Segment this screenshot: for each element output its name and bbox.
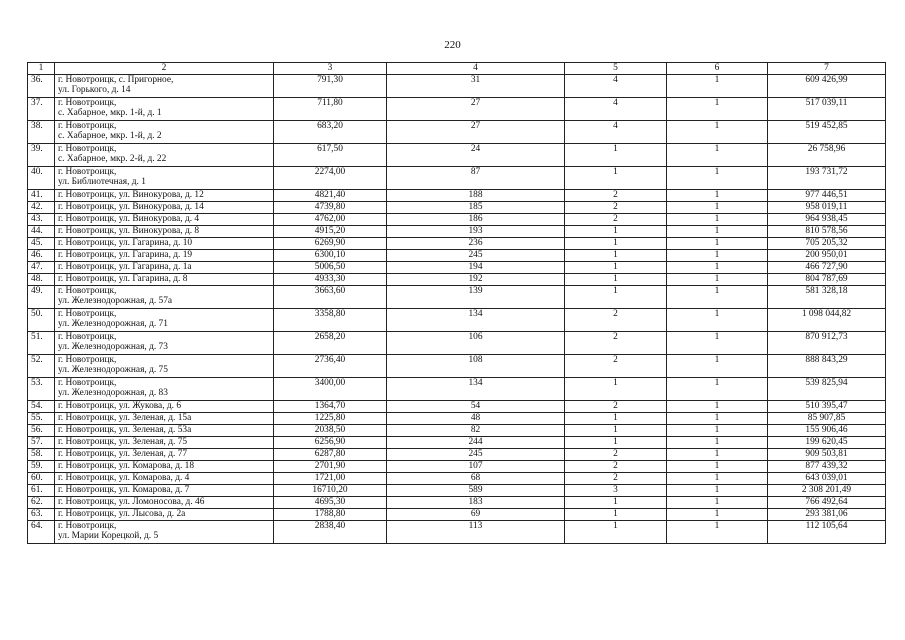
column-6-cell: 1 xyxy=(667,496,768,508)
row-number-cell: 36. xyxy=(28,74,55,97)
area-cell: 4695,30 xyxy=(274,496,387,508)
row-number-cell: 40. xyxy=(28,166,55,189)
table-row xyxy=(28,484,886,496)
column-5-cell: 1 xyxy=(565,424,667,436)
column-4-cell: 68 xyxy=(387,472,565,484)
row-number-cell: 51. xyxy=(28,331,55,354)
table-row xyxy=(28,74,886,97)
row-number-cell: 38. xyxy=(28,120,55,143)
column-6-cell: 1 xyxy=(667,472,768,484)
row-number-cell: 60. xyxy=(28,472,55,484)
address-line: ул. Библиотечная, д. 1 xyxy=(58,177,146,188)
area-cell: 2701,90 xyxy=(274,460,387,472)
area-cell: 1364,70 xyxy=(274,400,387,412)
address-cell xyxy=(55,97,274,120)
address-line: г. Новотроицк, ул. Зеленая, д. 75 xyxy=(58,436,188,447)
column-4-cell: 589 xyxy=(387,484,565,496)
column-6-cell: 1 xyxy=(667,249,768,261)
address-cell xyxy=(55,143,274,166)
area-cell: 4933,30 xyxy=(274,273,387,285)
column-6-cell: 1 xyxy=(667,237,768,249)
table-row xyxy=(28,189,886,201)
table-row xyxy=(28,331,886,354)
address-line: ул. Железнодорожная, д. 57а xyxy=(58,296,173,307)
column-header: 2 xyxy=(55,63,274,75)
column-5-cell: 1 xyxy=(565,436,667,448)
column-7-cell: 517 039,11 xyxy=(768,97,886,120)
address-line: с. Хабарное, мкр. 1-й, д. 2 xyxy=(58,131,162,142)
row-number-cell: 45. xyxy=(28,237,55,249)
row-number-cell: 44. xyxy=(28,225,55,237)
area-cell: 683,20 xyxy=(274,120,387,143)
column-4-cell: 186 xyxy=(387,213,565,225)
table-row xyxy=(28,97,886,120)
column-5-cell: 2 xyxy=(565,460,667,472)
area-cell: 4762,00 xyxy=(274,213,387,225)
column-6-cell: 1 xyxy=(667,436,768,448)
table-row xyxy=(28,225,886,237)
row-number-cell: 54. xyxy=(28,400,55,412)
row-number-cell: 43. xyxy=(28,213,55,225)
column-6-cell: 1 xyxy=(667,520,768,543)
column-header: 5 xyxy=(565,63,667,75)
column-4-cell: 31 xyxy=(387,74,565,97)
column-5-cell: 1 xyxy=(565,412,667,424)
area-cell: 1721,00 xyxy=(274,472,387,484)
address-cell xyxy=(55,354,274,377)
address-line: ул. Железнодорожная, д. 75 xyxy=(58,365,168,376)
column-4-cell: 193 xyxy=(387,225,565,237)
area-cell: 4739,80 xyxy=(274,201,387,213)
address-line: г. Новотроицк, xyxy=(58,354,117,365)
address-cell xyxy=(55,189,274,201)
column-6-cell: 1 xyxy=(667,484,768,496)
column-4-cell: 188 xyxy=(387,189,565,201)
address-cell xyxy=(55,120,274,143)
area-cell: 2838,40 xyxy=(274,520,387,543)
column-5-cell: 1 xyxy=(565,261,667,273)
column-header: 3 xyxy=(274,63,387,75)
column-7-cell: 964 938,45 xyxy=(768,213,886,225)
column-6-cell: 1 xyxy=(667,213,768,225)
column-7-cell: 1 098 044,82 xyxy=(768,308,886,331)
column-5-cell: 1 xyxy=(565,249,667,261)
address-cell xyxy=(55,249,274,261)
address-line: г. Новотроицк, ул. Винокурова, д. 4 xyxy=(58,213,200,224)
address-line: г. Новотроицк, xyxy=(58,331,117,342)
address-line: ул. Железнодорожная, д. 73 xyxy=(58,342,168,353)
column-7-cell: 539 825,94 xyxy=(768,377,886,400)
area-cell: 6256,90 xyxy=(274,436,387,448)
address-line: ул. Железнодорожная, д. 71 xyxy=(58,319,168,330)
column-4-cell: 192 xyxy=(387,273,565,285)
address-cell xyxy=(55,400,274,412)
column-7-cell: 112 105,64 xyxy=(768,520,886,543)
column-5-cell: 4 xyxy=(565,74,667,97)
address-line: г. Новотроицк, ул. Жукова, д. 6 xyxy=(58,400,182,411)
address-cell xyxy=(55,74,274,97)
column-5-cell: 1 xyxy=(565,496,667,508)
address-line: г. Новотроицк, с. Пригорное, xyxy=(58,74,174,85)
address-cell xyxy=(55,261,274,273)
column-6-cell: 1 xyxy=(667,201,768,213)
table-row xyxy=(28,377,886,400)
address-line: г. Новотроицк, ул. Гагарина, д. 8 xyxy=(58,273,188,284)
column-4-cell: 245 xyxy=(387,249,565,261)
column-6-cell: 1 xyxy=(667,225,768,237)
column-7-cell: 804 787,69 xyxy=(768,273,886,285)
column-6-cell: 1 xyxy=(667,74,768,97)
area-cell: 2274,00 xyxy=(274,166,387,189)
column-4-cell: 185 xyxy=(387,201,565,213)
address-cell xyxy=(55,448,274,460)
address-line: г. Новотроицк, ул. Зеленая, д. 77 xyxy=(58,448,188,459)
address-line: г. Новотроицк, xyxy=(58,520,117,531)
column-5-cell: 4 xyxy=(565,97,667,120)
column-7-cell: 977 446,51 xyxy=(768,189,886,201)
table-row xyxy=(28,448,886,460)
row-number-cell: 64. xyxy=(28,520,55,543)
row-number-cell: 59. xyxy=(28,460,55,472)
row-number-cell: 56. xyxy=(28,424,55,436)
column-6-cell: 1 xyxy=(667,400,768,412)
table-row xyxy=(28,120,886,143)
column-5-cell: 2 xyxy=(565,201,667,213)
area-cell: 4915,20 xyxy=(274,225,387,237)
column-4-cell: 27 xyxy=(387,120,565,143)
column-6-cell: 1 xyxy=(667,285,768,308)
column-6-cell: 1 xyxy=(667,189,768,201)
column-4-cell: 236 xyxy=(387,237,565,249)
address-cell xyxy=(55,412,274,424)
address-cell xyxy=(55,520,274,543)
address-line: г. Новотроицк, ул. Винокурова, д. 12 xyxy=(58,189,204,200)
row-number-cell: 42. xyxy=(28,201,55,213)
address-line: с. Хабарное, мкр. 1-й, д. 1 xyxy=(58,108,162,119)
column-7-cell: 199 620,45 xyxy=(768,436,886,448)
column-4-cell: 245 xyxy=(387,448,565,460)
column-5-cell: 2 xyxy=(565,354,667,377)
column-4-cell: 139 xyxy=(387,285,565,308)
address-line: г. Новотроицк, ул. Лысова, д. 2а xyxy=(58,508,186,519)
area-cell: 1788,80 xyxy=(274,508,387,520)
column-5-cell: 1 xyxy=(565,377,667,400)
address-line: ул. Марии Корецкой, д. 5 xyxy=(58,531,159,542)
column-4-cell: 82 xyxy=(387,424,565,436)
table-row xyxy=(28,520,886,543)
area-cell: 2736,40 xyxy=(274,354,387,377)
address-line: ул. Горького, д. 14 xyxy=(58,85,131,96)
column-6-cell: 1 xyxy=(667,354,768,377)
column-4-cell: 69 xyxy=(387,508,565,520)
table-row xyxy=(28,261,886,273)
header-row xyxy=(28,63,886,75)
address-cell xyxy=(55,484,274,496)
table-row xyxy=(28,508,886,520)
address-cell xyxy=(55,331,274,354)
address-line: г. Новотроицк, xyxy=(58,166,117,177)
column-6-cell: 1 xyxy=(667,120,768,143)
address-line: с. Хабарное, мкр. 2-й, д. 22 xyxy=(58,154,167,165)
row-number-cell: 46. xyxy=(28,249,55,261)
area-cell: 1225,80 xyxy=(274,412,387,424)
column-4-cell: 134 xyxy=(387,308,565,331)
table-row xyxy=(28,496,886,508)
address-line: г. Новотроицк, ул. Комарова, д. 18 xyxy=(58,460,195,471)
address-line: ул. Железнодорожная, д. 83 xyxy=(58,388,168,399)
column-5-cell: 2 xyxy=(565,331,667,354)
column-6-cell: 1 xyxy=(667,460,768,472)
address-cell xyxy=(55,472,274,484)
table-row xyxy=(28,237,886,249)
column-7-cell: 870 912,73 xyxy=(768,331,886,354)
column-5-cell: 2 xyxy=(565,448,667,460)
column-4-cell: 244 xyxy=(387,436,565,448)
address-line: г. Новотроицк, xyxy=(58,308,117,319)
address-cell xyxy=(55,460,274,472)
column-header: 1 xyxy=(28,63,55,75)
address-line: г. Новотроицк, xyxy=(58,285,117,296)
column-5-cell: 1 xyxy=(565,285,667,308)
area-cell: 617,50 xyxy=(274,143,387,166)
address-line: г. Новотроицк, xyxy=(58,377,117,388)
row-number-cell: 52. xyxy=(28,354,55,377)
address-cell xyxy=(55,496,274,508)
column-6-cell: 1 xyxy=(667,448,768,460)
table-row xyxy=(28,213,886,225)
table-row xyxy=(28,472,886,484)
column-4-cell: 54 xyxy=(387,400,565,412)
column-4-cell: 113 xyxy=(387,520,565,543)
column-6-cell: 1 xyxy=(667,273,768,285)
column-5-cell: 2 xyxy=(565,189,667,201)
column-header: 7 xyxy=(768,63,886,75)
table-row xyxy=(28,143,886,166)
column-6-cell: 1 xyxy=(667,143,768,166)
table-row xyxy=(28,424,886,436)
area-cell: 16710,20 xyxy=(274,484,387,496)
column-7-cell: 510 395,47 xyxy=(768,400,886,412)
column-4-cell: 183 xyxy=(387,496,565,508)
area-cell: 5006,50 xyxy=(274,261,387,273)
address-cell xyxy=(55,436,274,448)
column-7-cell: 2 308 201,49 xyxy=(768,484,886,496)
column-6-cell: 1 xyxy=(667,377,768,400)
column-5-cell: 1 xyxy=(565,166,667,189)
row-number-cell: 58. xyxy=(28,448,55,460)
column-6-cell: 1 xyxy=(667,331,768,354)
column-5-cell: 2 xyxy=(565,400,667,412)
column-7-cell: 85 907,85 xyxy=(768,412,886,424)
column-5-cell: 1 xyxy=(565,520,667,543)
address-cell xyxy=(55,424,274,436)
address-cell xyxy=(55,377,274,400)
address-line: г. Новотроицк, xyxy=(58,120,117,131)
table-row xyxy=(28,412,886,424)
table-row xyxy=(28,354,886,377)
column-4-cell: 107 xyxy=(387,460,565,472)
column-7-cell: 888 843,29 xyxy=(768,354,886,377)
row-number-cell: 62. xyxy=(28,496,55,508)
row-number-cell: 53. xyxy=(28,377,55,400)
address-line: г. Новотроицк, ул. Комарова, д. 7 xyxy=(58,484,190,495)
area-cell: 3358,80 xyxy=(274,308,387,331)
address-line: г. Новотроицк, ул. Винокурова, д. 14 xyxy=(58,201,204,212)
column-4-cell: 24 xyxy=(387,143,565,166)
address-cell xyxy=(55,237,274,249)
area-cell: 3663,60 xyxy=(274,285,387,308)
table-row xyxy=(28,249,886,261)
table-row xyxy=(28,400,886,412)
column-4-cell: 27 xyxy=(387,97,565,120)
area-cell: 2658,20 xyxy=(274,331,387,354)
row-number-cell: 63. xyxy=(28,508,55,520)
column-4-cell: 87 xyxy=(387,166,565,189)
address-cell xyxy=(55,225,274,237)
column-7-cell: 155 906,46 xyxy=(768,424,886,436)
column-5-cell: 2 xyxy=(565,472,667,484)
column-7-cell: 705 205,32 xyxy=(768,237,886,249)
column-4-cell: 194 xyxy=(387,261,565,273)
column-7-cell: 958 019,11 xyxy=(768,201,886,213)
address-cell xyxy=(55,308,274,331)
column-7-cell: 519 452,85 xyxy=(768,120,886,143)
column-7-cell: 26 758,96 xyxy=(768,143,886,166)
row-number-cell: 61. xyxy=(28,484,55,496)
row-number-cell: 39. xyxy=(28,143,55,166)
table-row xyxy=(28,285,886,308)
column-7-cell: 643 039,01 xyxy=(768,472,886,484)
column-6-cell: 1 xyxy=(667,508,768,520)
column-7-cell: 581 328,18 xyxy=(768,285,886,308)
row-number-cell: 55. xyxy=(28,412,55,424)
address-line: г. Новотроицк, ул. Гагарина, д. 10 xyxy=(58,237,193,248)
table-row xyxy=(28,460,886,472)
column-6-cell: 1 xyxy=(667,412,768,424)
area-cell: 711,80 xyxy=(274,97,387,120)
address-cell xyxy=(55,508,274,520)
column-5-cell: 2 xyxy=(565,213,667,225)
column-6-cell: 1 xyxy=(667,261,768,273)
table-row xyxy=(28,201,886,213)
address-line: г. Новотроицк, ул. Гагарина, д. 19 xyxy=(58,249,193,260)
column-6-cell: 1 xyxy=(667,308,768,331)
table-row xyxy=(28,273,886,285)
data-table xyxy=(27,62,886,544)
table-row xyxy=(28,308,886,331)
column-4-cell: 134 xyxy=(387,377,565,400)
row-number-cell: 50. xyxy=(28,308,55,331)
column-7-cell: 293 381,06 xyxy=(768,508,886,520)
address-line: г. Новотроицк, ул. Комарова, д. 4 xyxy=(58,472,190,483)
address-line: г. Новотроицк, ул. Винокурова, д. 8 xyxy=(58,225,200,236)
column-7-cell: 466 727,90 xyxy=(768,261,886,273)
column-5-cell: 1 xyxy=(565,237,667,249)
page-number: 220 xyxy=(444,39,461,51)
column-7-cell: 909 503,81 xyxy=(768,448,886,460)
address-cell xyxy=(55,166,274,189)
column-6-cell: 1 xyxy=(667,424,768,436)
column-5-cell: 1 xyxy=(565,225,667,237)
address-line: г. Новотроицк, xyxy=(58,143,117,154)
row-number-cell: 49. xyxy=(28,285,55,308)
address-cell xyxy=(55,285,274,308)
column-4-cell: 48 xyxy=(387,412,565,424)
column-5-cell: 4 xyxy=(565,120,667,143)
address-line: г. Новотроицк, xyxy=(58,97,117,108)
column-4-cell: 106 xyxy=(387,331,565,354)
row-number-cell: 57. xyxy=(28,436,55,448)
address-line: г. Новотроицк, ул. Зеленая, д. 53а xyxy=(58,424,192,435)
column-7-cell: 810 578,56 xyxy=(768,225,886,237)
area-cell: 3400,00 xyxy=(274,377,387,400)
area-cell: 6269,90 xyxy=(274,237,387,249)
address-line: г. Новотроицк, ул. Зеленая, д. 15а xyxy=(58,412,192,423)
column-5-cell: 1 xyxy=(565,273,667,285)
area-cell: 6300,10 xyxy=(274,249,387,261)
row-number-cell: 37. xyxy=(28,97,55,120)
column-7-cell: 200 950,01 xyxy=(768,249,886,261)
column-7-cell: 877 439,32 xyxy=(768,460,886,472)
area-cell: 791,30 xyxy=(274,74,387,97)
table-row xyxy=(28,166,886,189)
table-row xyxy=(28,436,886,448)
column-header: 4 xyxy=(387,63,565,75)
column-6-cell: 1 xyxy=(667,97,768,120)
address-line: г. Новотроицк, ул. Ломоносова, д. 46 xyxy=(58,496,205,507)
row-number-cell: 41. xyxy=(28,189,55,201)
column-7-cell: 193 731,72 xyxy=(768,166,886,189)
row-number-cell: 48. xyxy=(28,273,55,285)
column-6-cell: 1 xyxy=(667,166,768,189)
address-cell xyxy=(55,273,274,285)
column-5-cell: 1 xyxy=(565,143,667,166)
address-cell xyxy=(55,213,274,225)
column-7-cell: 609 426,99 xyxy=(768,74,886,97)
column-5-cell: 1 xyxy=(565,508,667,520)
column-5-cell: 2 xyxy=(565,308,667,331)
row-number-cell: 47. xyxy=(28,261,55,273)
column-4-cell: 108 xyxy=(387,354,565,377)
area-cell: 2038,50 xyxy=(274,424,387,436)
area-cell: 4821,40 xyxy=(274,189,387,201)
address-cell xyxy=(55,201,274,213)
column-header: 6 xyxy=(667,63,768,75)
column-7-cell: 766 492,64 xyxy=(768,496,886,508)
address-line: г. Новотроицк, ул. Гагарина, д. 1а xyxy=(58,261,192,272)
column-5-cell: 3 xyxy=(565,484,667,496)
area-cell: 6287,80 xyxy=(274,448,387,460)
